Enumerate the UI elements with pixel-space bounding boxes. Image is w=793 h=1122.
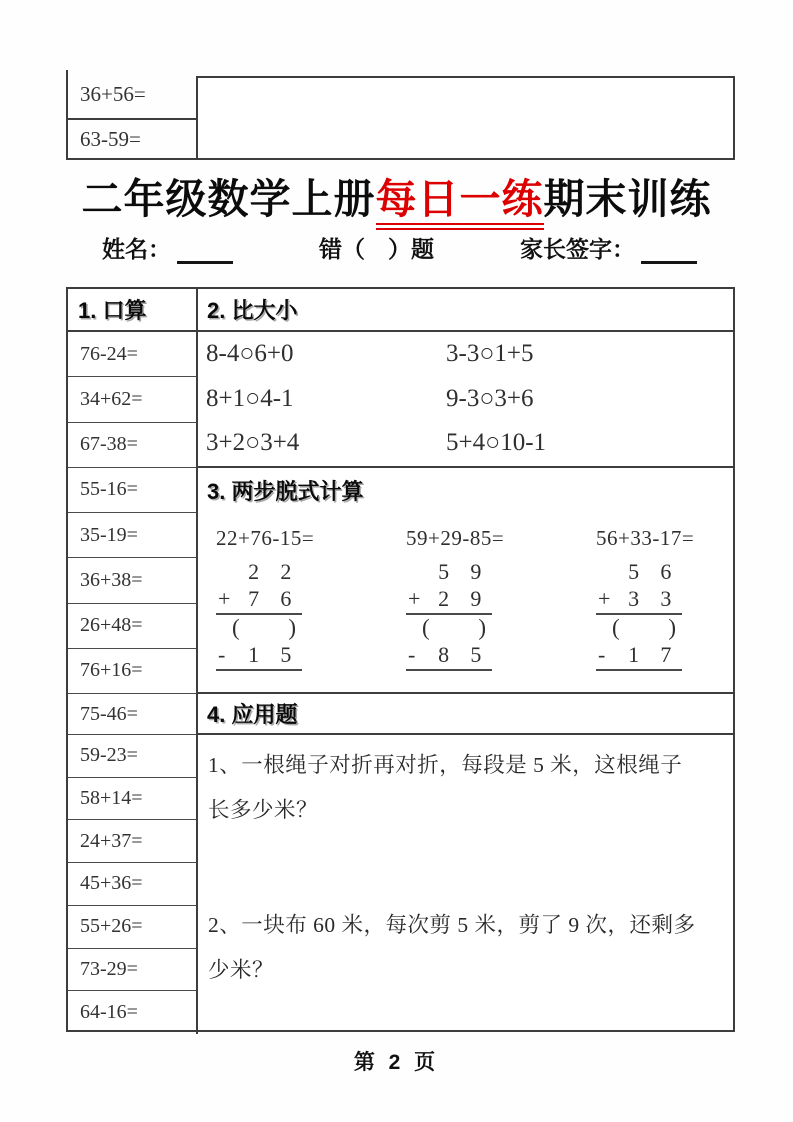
minus-sign: -	[408, 642, 416, 668]
two-step-section	[198, 468, 733, 694]
calc-row	[198, 526, 733, 671]
name-blank-line	[177, 237, 233, 264]
oral-problem: 64-16=	[68, 991, 198, 1034]
close-paren: )	[288, 615, 296, 641]
calc-digit: 1	[628, 642, 640, 668]
calc-addend-top	[406, 559, 492, 586]
name-label: 姓名：	[102, 236, 171, 262]
oral-problem: 63-59=	[80, 126, 141, 151]
word-problem	[208, 743, 727, 833]
worksheet-table	[66, 287, 735, 1032]
word-problem-line: 2、一块布 60 米，每次剪 5 米，剪了 9 次，还剩多	[208, 913, 696, 937]
word-problem-line: 1、一根绳子对折再对折，每段是 5 米，这根绳子	[208, 753, 683, 777]
calc-digit: 6	[280, 586, 292, 612]
calc-addend-top	[216, 559, 302, 586]
calc-work-area	[216, 559, 302, 671]
calc-digit: 7	[248, 586, 260, 612]
calc-intermediate-parens	[216, 615, 302, 642]
calc-addend-bottom	[406, 586, 492, 615]
calc-digit: 2	[280, 559, 292, 585]
title-highlight: 每日一练	[376, 176, 544, 230]
column-calculation	[596, 526, 728, 671]
calc-digit: 3	[660, 586, 672, 612]
minus-sign: -	[218, 642, 226, 668]
calc-addend-top	[596, 559, 682, 586]
signature-blank-line	[641, 237, 697, 264]
word-problem-line: 长多少米？	[208, 798, 319, 822]
calc-intermediate-parens	[596, 615, 682, 642]
section-4-header: 4. 应用题	[198, 694, 733, 735]
section-1-header: 1. 口算	[68, 289, 198, 332]
oral-problem: 75-46=	[68, 694, 198, 735]
calc-subtrahend	[216, 642, 302, 671]
calc-addend-bottom	[596, 586, 682, 615]
calc-addend-bottom	[216, 586, 302, 615]
calc-expression: 22+76-15=	[216, 525, 315, 550]
column-calculation	[216, 526, 348, 671]
carryover-left-column	[66, 70, 196, 158]
calc-digit: 8	[438, 642, 450, 668]
page-title	[0, 166, 793, 225]
calc-subtrahend	[406, 642, 492, 671]
compare-problem: 5+4○10-1	[446, 429, 547, 457]
open-paren: (	[232, 615, 240, 641]
oral-problem: 35-19=	[68, 513, 198, 558]
oral-problem: 24+37=	[68, 820, 198, 863]
calc-digit: 9	[470, 559, 482, 585]
calc-work-area	[596, 559, 682, 671]
compare-problem: 9-3○3+6	[446, 384, 534, 412]
oral-problem: 55-16=	[68, 468, 198, 513]
open-paren: (	[422, 615, 430, 641]
calc-digit: 6	[660, 559, 672, 585]
compare-problem: 8+1○4-1	[206, 384, 294, 412]
wrong-count-field	[319, 231, 434, 264]
oral-problem: 67-38=	[68, 423, 198, 468]
compare-problem: 3+2○3+4	[206, 429, 300, 457]
word-problems-section	[198, 735, 733, 1034]
title-suffix: 期末训练	[543, 176, 712, 222]
calc-expression: 56+33-17=	[596, 525, 695, 550]
oral-problem: 26+48=	[68, 604, 198, 649]
calc-digit: 1	[248, 642, 260, 668]
compare-section	[198, 332, 733, 468]
oral-problem: 76+16=	[68, 649, 198, 694]
calc-digit: 2	[438, 586, 450, 612]
calc-digit: 2	[248, 559, 260, 585]
compare-problem: 8-4○6+0	[206, 340, 294, 368]
compare-row	[198, 377, 733, 422]
compare-problem: 3-3○1+5	[446, 340, 534, 368]
oral-problem: 45+36=	[68, 863, 198, 906]
oral-problem: 73-29=	[68, 949, 198, 992]
plus-sign: +	[408, 586, 421, 612]
calc-expression: 59+29-85=	[406, 525, 505, 550]
compare-row	[198, 332, 733, 377]
calc-intermediate-parens	[406, 615, 492, 642]
wrong-count-label: 错（ ）题	[319, 236, 434, 262]
close-paren: )	[478, 615, 486, 641]
column-calculation	[406, 526, 538, 671]
title-prefix: 二年级数学上册	[81, 176, 376, 222]
calc-digit: 3	[628, 586, 640, 612]
oral-problem: 59-23=	[68, 735, 198, 778]
section-2-header: 2. 比大小	[198, 289, 733, 332]
plus-sign: +	[598, 586, 611, 612]
calc-digit: 9	[470, 586, 482, 612]
close-paren: )	[668, 615, 676, 641]
calc-work-area	[406, 559, 492, 671]
oral-problem: 58+14=	[68, 778, 198, 821]
calc-digit: 5	[438, 559, 450, 585]
carryover-answer-area	[196, 76, 735, 158]
open-paren: (	[612, 615, 620, 641]
parent-signature-label: 家长签字：	[520, 236, 635, 262]
name-field	[102, 231, 233, 264]
calc-digit: 7	[660, 642, 672, 668]
page-number: 第 2 页	[353, 1051, 440, 1074]
minus-sign: -	[598, 642, 606, 668]
compare-row	[198, 421, 733, 466]
calc-subtrahend	[596, 642, 682, 671]
carryover-table	[66, 70, 735, 160]
oral-problem: 34+62=	[68, 377, 198, 422]
oral-problem: 36+56=	[68, 70, 196, 120]
section-3-header: 3. 两步脱式计算	[207, 479, 364, 505]
parent-signature-field	[520, 231, 697, 264]
oral-problem: 36+38=	[68, 558, 198, 603]
calc-digit: 5	[628, 559, 640, 585]
word-problem-line: 少米？	[208, 958, 275, 982]
oral-problem: 55+26=	[68, 906, 198, 949]
calc-digit: 5	[280, 642, 292, 668]
oral-problem: 76-24=	[68, 332, 198, 377]
calc-digit: 5	[470, 642, 482, 668]
word-problem	[208, 903, 727, 993]
plus-sign: +	[218, 586, 231, 612]
info-bar	[66, 231, 735, 264]
